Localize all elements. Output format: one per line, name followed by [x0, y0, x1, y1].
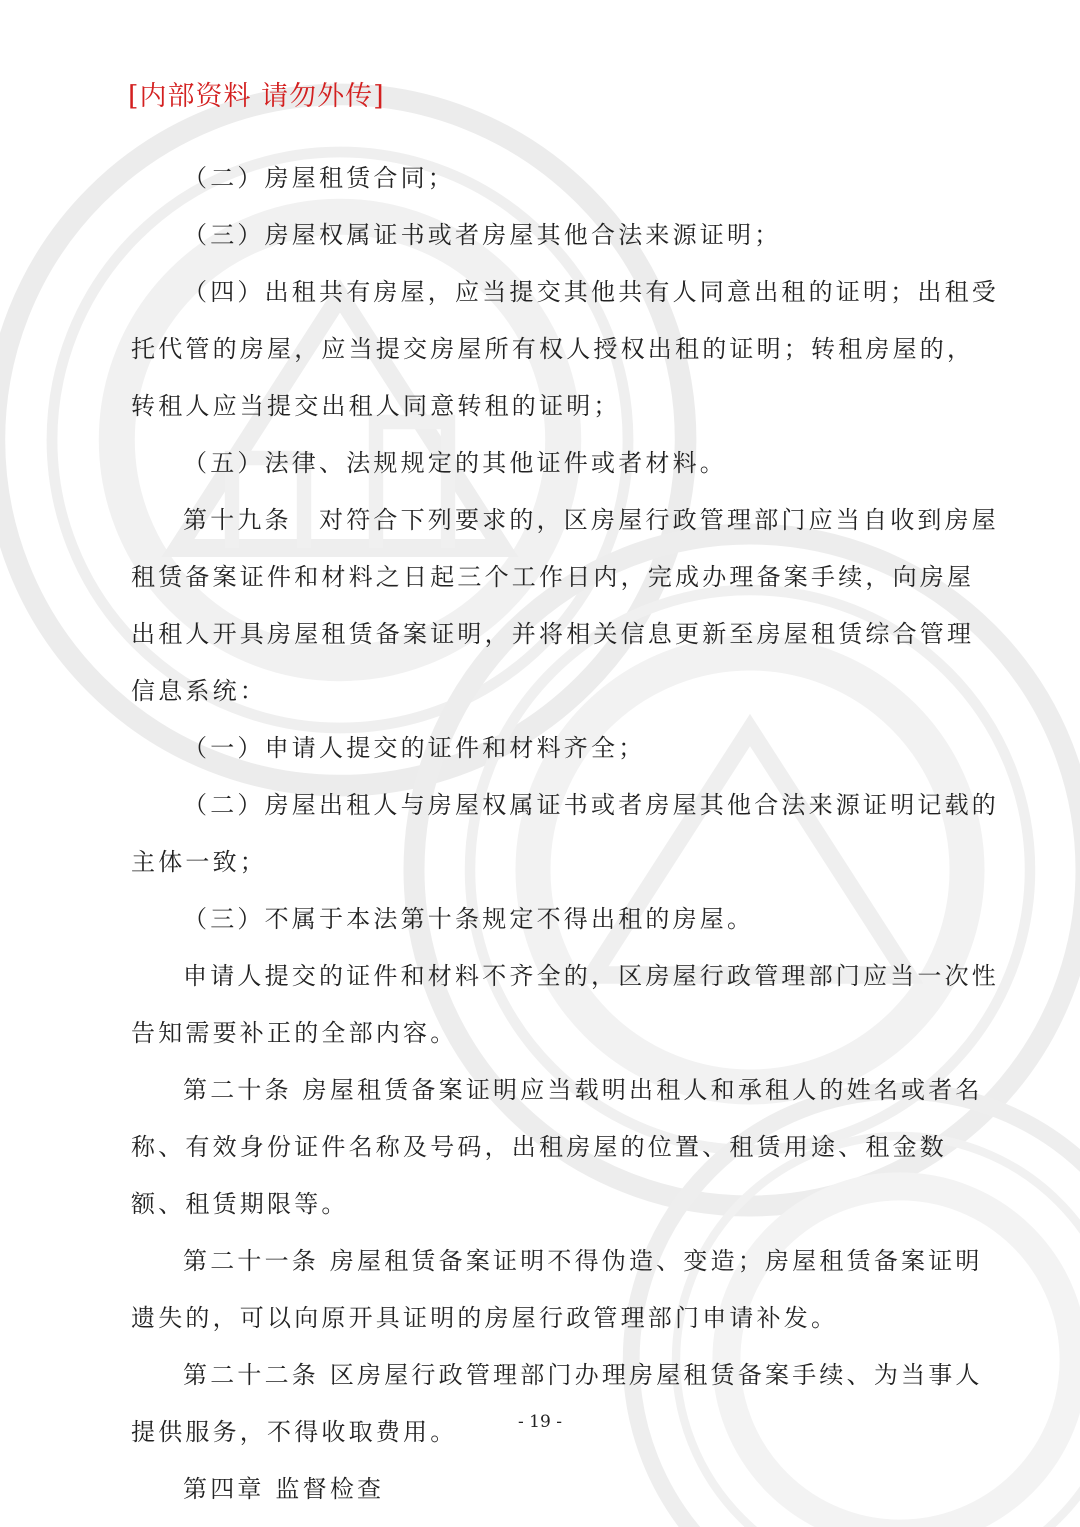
- confidential-label: [内部资料 请勿外传]: [128, 81, 385, 112]
- paragraph-item-3: （三）房屋权属证书或者房屋其他合法来源证明；: [183, 221, 782, 249]
- article-21: 第二十一条 房屋租赁备案证明不得伪造、变造；房屋租赁备案证明遗失的，可以向原开具证明的房屋行政管理部门申请补发。: [131, 1247, 983, 1332]
- paragraph-item-4: （四）出租共有房屋，应当提交其他共有人同意出租的证明；出租受托代管的房屋，应当提交房屋所有权人授权出租的证明；转租房屋的，转租人应当提交出租人同意转租的证明；: [131, 278, 999, 420]
- article-22: 第二十二条 区房屋行政管理部门办理房屋租赁备案手续、为当事人提供服务，不得收取费用。: [131, 1361, 983, 1446]
- article-19-item-1: （一）申请人提交的证件和材料齐全；: [183, 734, 646, 762]
- paragraph-item-2: （二）房屋租赁合同；: [183, 164, 455, 192]
- article-19-notice: 申请人提交的证件和材料不齐全的，区房屋行政管理部门应当一次性告知需要补正的全部内容。: [131, 962, 999, 1047]
- paragraph-item-5: （五）法律、法规规定的其他证件或者材料。: [183, 449, 727, 477]
- chapter-heading: 第四章 监督检查: [183, 1475, 385, 1503]
- article-20: 第二十条 房屋租赁备案证明应当载明出租人和承租人的姓名或者名称、有效身份证件名称及号码，出租房屋的位置、租赁用途、租金数额、租赁期限等。: [131, 1076, 983, 1218]
- page-number: - 19 -: [518, 1412, 562, 1432]
- article-19-item-2: （二）房屋出租人与房屋权属证书或者房屋其他合法来源证明记载的主体一致；: [131, 791, 999, 876]
- article-19: 第十九条 对符合下列要求的，区房屋行政管理部门应当自收到房屋租赁备案证件和材料之日起三个工作日内，完成办理备案手续，向房屋出租人开具房屋租赁备案证明，并将相关信息更新至房屋租赁综合管理信息系统：: [131, 506, 999, 705]
- article-19-item-3: （三）不属于本法第十条规定不得出租的房屋。: [183, 905, 755, 933]
- document-body: [131, 150, 1001, 1518]
